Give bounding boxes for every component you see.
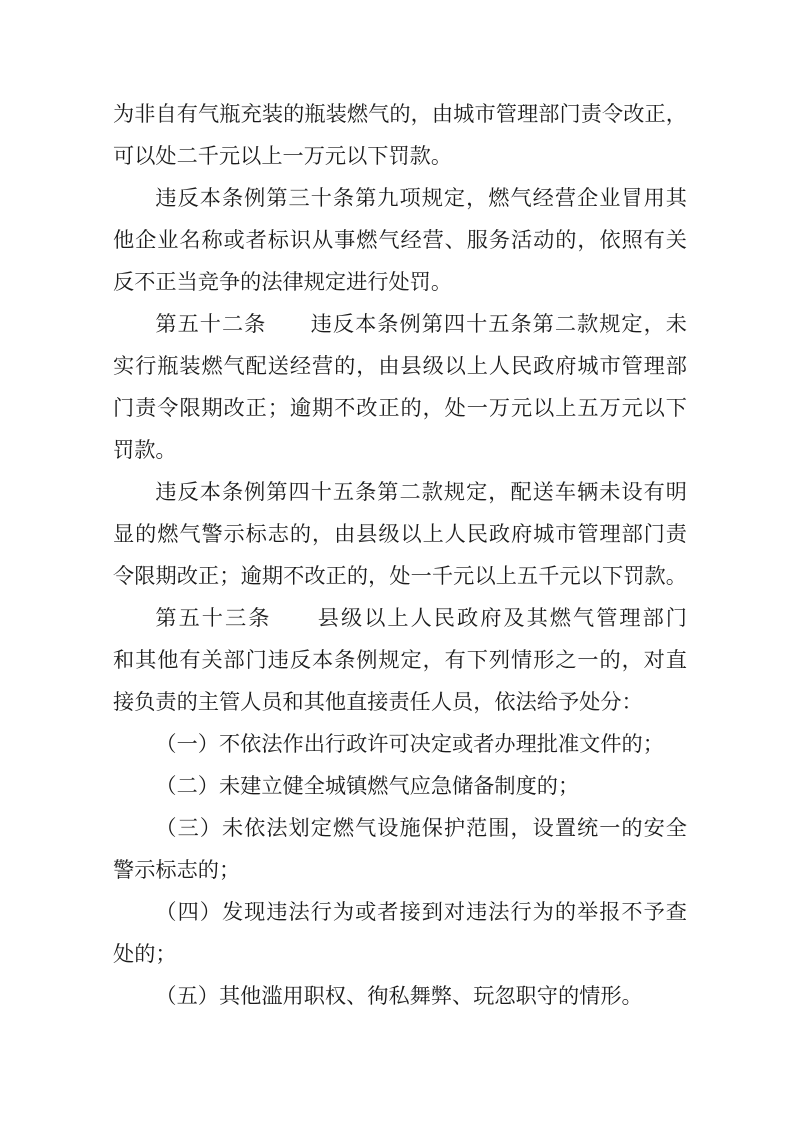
text-line: （一）不依法作出行政许可决定或者办理批准文件的； xyxy=(155,732,664,756)
document-text-block xyxy=(113,93,687,1017)
text-line: 实行瓶装燃气配送经营的，由县级以上人民政府城市管理部 xyxy=(113,354,687,378)
text-line: 反不正当竞争的法律规定进行处罚。 xyxy=(113,270,453,294)
text-line: （三）未依法划定燃气设施保护范围，设置统一的安全 xyxy=(155,816,687,840)
text-line: 显的燃气警示标志的，由县级以上人民政府城市管理部门责 xyxy=(113,522,687,546)
text-line: 令限期改正；逾期不改正的，处一千元以上五千元以下罚款。 xyxy=(113,564,687,588)
paragraph xyxy=(113,723,687,765)
paragraph xyxy=(113,765,687,807)
text-line: 和其他有关部门违反本条例规定，有下列情形之一的，对直 xyxy=(113,648,687,672)
text-line: 第五十三条 县级以上人民政府及其燃气管理部门 xyxy=(155,606,687,630)
text-line: 违反本条例第三十条第九项规定，燃气经营企业冒用其 xyxy=(155,186,687,210)
text-line: 可以处二千元以上一万元以下罚款。 xyxy=(113,144,453,168)
text-line: 警示标志的； xyxy=(113,858,241,882)
paragraph xyxy=(113,303,687,471)
paragraph xyxy=(113,177,687,303)
text-line: 罚款。 xyxy=(113,438,177,462)
paragraph xyxy=(113,891,687,975)
text-line: （五）其他滥用职权、徇私舞弊、玩忽职守的情形。 xyxy=(155,984,643,1008)
text-line: 门责令限期改正；逾期不改正的，处一万元以上五万元以下 xyxy=(113,396,687,420)
paragraph xyxy=(113,975,687,1017)
text-line: （二）未建立健全城镇燃气应急储备制度的； xyxy=(155,774,580,798)
text-line: （四）发现违法行为或者接到对违法行为的举报不予查 xyxy=(155,900,687,924)
text-line: 第五十二条 违反本条例第四十五条第二款规定，未 xyxy=(155,312,687,336)
text-line: 他企业名称或者标识从事燃气经营、服务活动的，依照有关 xyxy=(113,228,687,252)
paragraph xyxy=(113,597,687,723)
text-line: 为非自有气瓶充装的瓶装燃气的，由城市管理部门责令改正， xyxy=(113,102,687,126)
paragraph xyxy=(113,93,687,177)
paragraph xyxy=(113,471,687,597)
text-line: 接负责的主管人员和其他直接责任人员，依法给予处分： xyxy=(113,690,643,714)
text-line: 处的； xyxy=(113,942,177,966)
text-line: 违反本条例第四十五条第二款规定，配送车辆未设有明 xyxy=(155,480,687,504)
paragraph xyxy=(113,807,687,891)
